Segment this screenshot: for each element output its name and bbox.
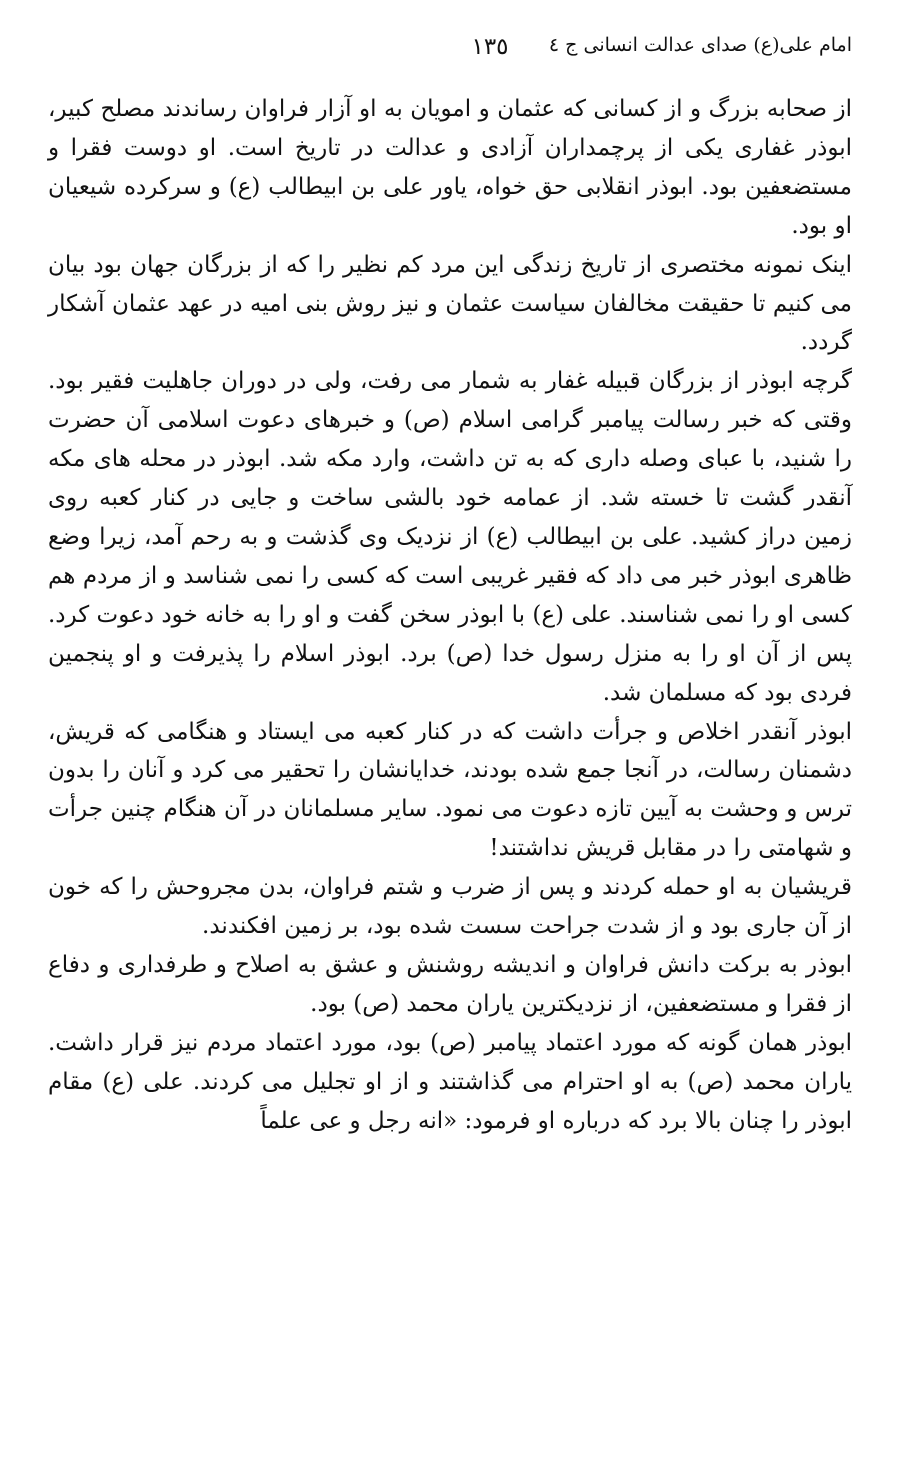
page-number: ١٣٥ (471, 34, 509, 60)
paragraph: قریشیان به او حمله کردند و پس از ضرب و شتم فراوان، بدن مجروحش را که خون از آن جاری بود و از شدت جراحت سست شده بود، بر زمین افکندند. (48, 874, 852, 940)
paragraph: گرچه ابوذر از بزرگان قبیله غفار به شمار می رفت، ولی در دوران جاهلیت فقیر بود. وقتی که خبر رسالت پیامبر گرامی اسلام (ص) و خبرهای دعوت اسلامی آن حضرت را شنید، با عبای وصله داری که به تن داشت، وارد مکه شد. ابوذر در محله های مکه آنقدر گشت تا خسته شد. از عمامه خود بالشی ساخت و جایی در کنار کعبه روی زمین دراز کشید. علی بن ابیطالب (ع) از نزدیک وی گذشت و به رحم آمد، زیرا وضع ظاهری ابوذر خبر می داد که فقیر غریبی است که کسی را نمی شناسد و از مردم هم کسی او را نمی شناسند. علی (ع) با ابوذر سخن گفت و او را به خانه خود دعوت کرد. پس از آن او را به منزل رسول خدا (ص) برد. ابوذر اسلام را پذیرفت و او پنجمین فردی بود که مسلمان شد. (48, 368, 852, 706)
running-title: امام علی(ع) صدای عدالت انسانی ج ٤ (548, 34, 852, 56)
paragraph: ابوذر آنقدر اخلاص و جرأت داشت که در کنار کعبه می ایستاد و هنگامی که قریش، دشمنان رسالت، در آنجا جمع شده بودند، خدایانشان را تحقیر می کرد و آنان را بدون ترس و وحشت به آیین تازه دعوت می نمود. سایر مسلمانان در آن هنگام چنین جرأت و شهامتی را در مقابل قریش نداشتند! (48, 718, 852, 862)
paragraph: از صحابه بزرگ و از کسانی که عثمان و امویان به او آزار فراوان رساندند مصلح کبیر، ابوذر غفاری یکی از پرچمداران آزادی و عدالت در تاریخ است. او دوست فقرا و مستضعفین بود. ابوذر انقلابی حق خواه، یاور علی بن ابیطالب (ع) و سرکرده شیعیان او بود. (48, 96, 852, 239)
paragraph: اینک نمونه مختصری از تاریخ زندگی این مرد کم نظیر را که از بزرگان جهان بود بیان می کنیم تا حقیقت مخالفان سیاست عثمان و نیز روش بنی امیه در عهد عثمان آشکار گردد. (48, 251, 852, 356)
paragraph: ابوذر به برکت دانش فراوان و اندیشه روشنش و عشق به اصلاح و طرفداری و دفاع از فقرا و مستضعفین، از نزدیکترین یاران محمد (ص) بود. (48, 951, 852, 1017)
paragraph: ابوذر همان گونه که مورد اعتماد پیامبر (ص) بود، مورد اعتماد مردم نیز قرار داشت. یاران محمد (ص) به او احترام می گذاشتند و از او تجلیل می کردند. علی (ع) مقام ابوذر را چنان بالا برد که درباره او فرمود: «انه رجل و عی علماً (48, 1029, 852, 1134)
page-header (40, 34, 852, 70)
body-text (48, 90, 852, 1140)
